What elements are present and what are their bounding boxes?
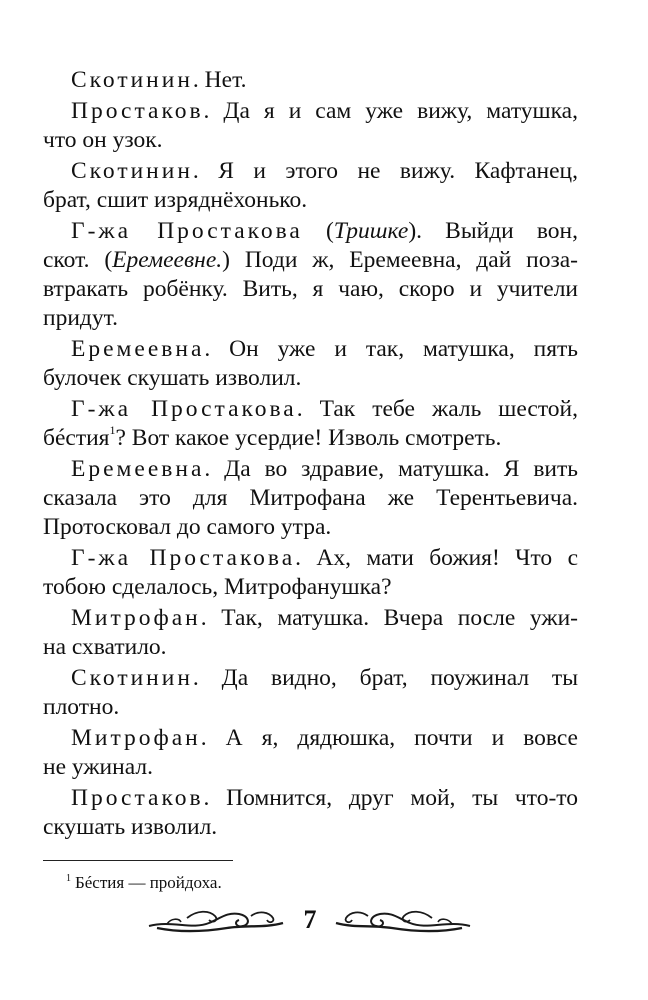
dialogue-text: ? Вот какое усердие! Изволь смотреть. (115, 425, 502, 451)
dialogue-text: . Да во здравие, матушка. Я вить (204, 456, 578, 482)
speaker-name: Г-жа Простакова (71, 218, 303, 244)
text-line (43, 693, 578, 722)
dialogue-text: скот. ( (43, 247, 113, 273)
speaker-name: Митрофан (71, 725, 201, 751)
dialogue-paragraph (43, 724, 578, 782)
flourish-ornament-icon (332, 906, 472, 936)
text-line (43, 604, 578, 633)
text-line (43, 275, 578, 304)
dialogue-text: . Так тебе жаль шестой, (296, 396, 578, 422)
dialogue-paragraph (43, 97, 578, 155)
stage-direction: Тришке (333, 218, 409, 244)
flourish-ornament-icon (147, 906, 287, 936)
dialogue-text: . Ах, мати божия! Что с (295, 545, 578, 571)
dialogue-paragraph (43, 395, 578, 453)
speaker-name: Простаков (71, 785, 204, 811)
dialogue-text: бéстия (43, 425, 110, 451)
dialogue-text: . Помнится, друг мой, ты что-то (203, 785, 578, 811)
dialogue-text: Протосковал до самого утра. (43, 514, 332, 540)
dialogue-paragraph (43, 604, 578, 662)
speaker-name: Еремеевна (71, 336, 205, 362)
text-line (43, 753, 578, 782)
dialogue-text: ( (302, 218, 334, 244)
dialogue-text: . Он уже и так, матушка, пять (204, 336, 578, 362)
speaker-name: Скотинин (71, 158, 193, 184)
dialogue-text: на схватило. (43, 634, 167, 660)
dialogue-text: что он узок. (43, 127, 163, 153)
text-line (43, 157, 578, 186)
dialogue-text: булочек скушать изволил. (43, 365, 302, 391)
dialogue-text: . Я и этого не вижу. Кафтанец, (192, 158, 578, 184)
dialogue-text: скушать изволил. (43, 814, 218, 840)
speaker-name: Скотинин (71, 665, 193, 691)
text-line (43, 724, 578, 753)
text-line (43, 455, 578, 484)
text-line (43, 364, 578, 393)
dialogue-paragraph (43, 784, 578, 842)
text-line (43, 664, 578, 693)
dialogue-text: ). Выйди вон, (408, 218, 578, 244)
text-line (43, 217, 578, 246)
footnote-text: Бéстия — пройдоха. (75, 873, 222, 892)
text-line (43, 424, 578, 453)
speaker-name: Еремеевна (71, 456, 205, 482)
speaker-name: Г-жа Простакова (71, 396, 297, 422)
speaker-name: Митрофан (71, 605, 201, 631)
dialogue-text: не ужинал. (43, 754, 153, 780)
text-line (43, 513, 578, 542)
footnote-mark: 1 (66, 873, 71, 885)
page-footer (0, 902, 648, 946)
dialogue-paragraph (43, 664, 578, 722)
speaker-name: Г-жа Простакова (71, 545, 296, 571)
dialogue-paragraph (43, 335, 578, 393)
dialogue-text: сказала это для Митрофана же Терентьевича. (43, 485, 578, 511)
dialogue-text: втракать робёнку. Вить, я чаю, скоро и учители (43, 276, 578, 302)
speaker-name: Скотинин (71, 67, 193, 93)
dialogue-paragraph (43, 157, 578, 215)
dialogue-text: . Да видно, брат, поужинал ты (192, 665, 578, 691)
text-line (43, 335, 578, 364)
dialogue-text: . Да я и сам уже вижу, матушка, (203, 98, 578, 124)
footnote (66, 872, 222, 894)
speaker-name: Простаков (71, 98, 204, 124)
text-line (43, 484, 578, 513)
text-line (43, 544, 578, 573)
text-line (43, 186, 578, 215)
text-line (43, 304, 578, 333)
dialogue-text: . Нет. (192, 67, 247, 93)
text-line (43, 813, 578, 842)
dialogue-paragraph (43, 66, 578, 95)
dialogue-text: придут. (43, 305, 118, 331)
text-line (43, 633, 578, 662)
dialogue-paragraph (43, 217, 578, 333)
text-line (43, 126, 578, 155)
play-text (43, 66, 578, 844)
footnote-divider (43, 860, 233, 861)
stage-direction: Еремеевне. (112, 247, 223, 273)
dialogue-text: . А я, дядюшка, почти и вовсе (200, 725, 578, 751)
footnote-reference: 1 (109, 423, 116, 438)
dialogue-text: плотно. (43, 694, 120, 720)
text-line (43, 66, 578, 95)
text-line (43, 573, 578, 602)
dialogue-text: брат, сшит изряднёхонько. (43, 187, 308, 213)
dialogue-text: . Так, матушка. Вчера после ужи- (200, 605, 578, 631)
text-line (43, 784, 578, 813)
text-line (43, 97, 578, 126)
text-line (43, 395, 578, 424)
dialogue-paragraph (43, 455, 578, 542)
dialogue-paragraph (43, 544, 578, 602)
dialogue-text: ) Поди ж, Еремеевна, дай поза- (222, 247, 578, 273)
dialogue-text: тобою сделалось, Митрофанушка? (43, 574, 392, 600)
page-number: 7 (303, 905, 317, 934)
text-line (43, 246, 578, 275)
